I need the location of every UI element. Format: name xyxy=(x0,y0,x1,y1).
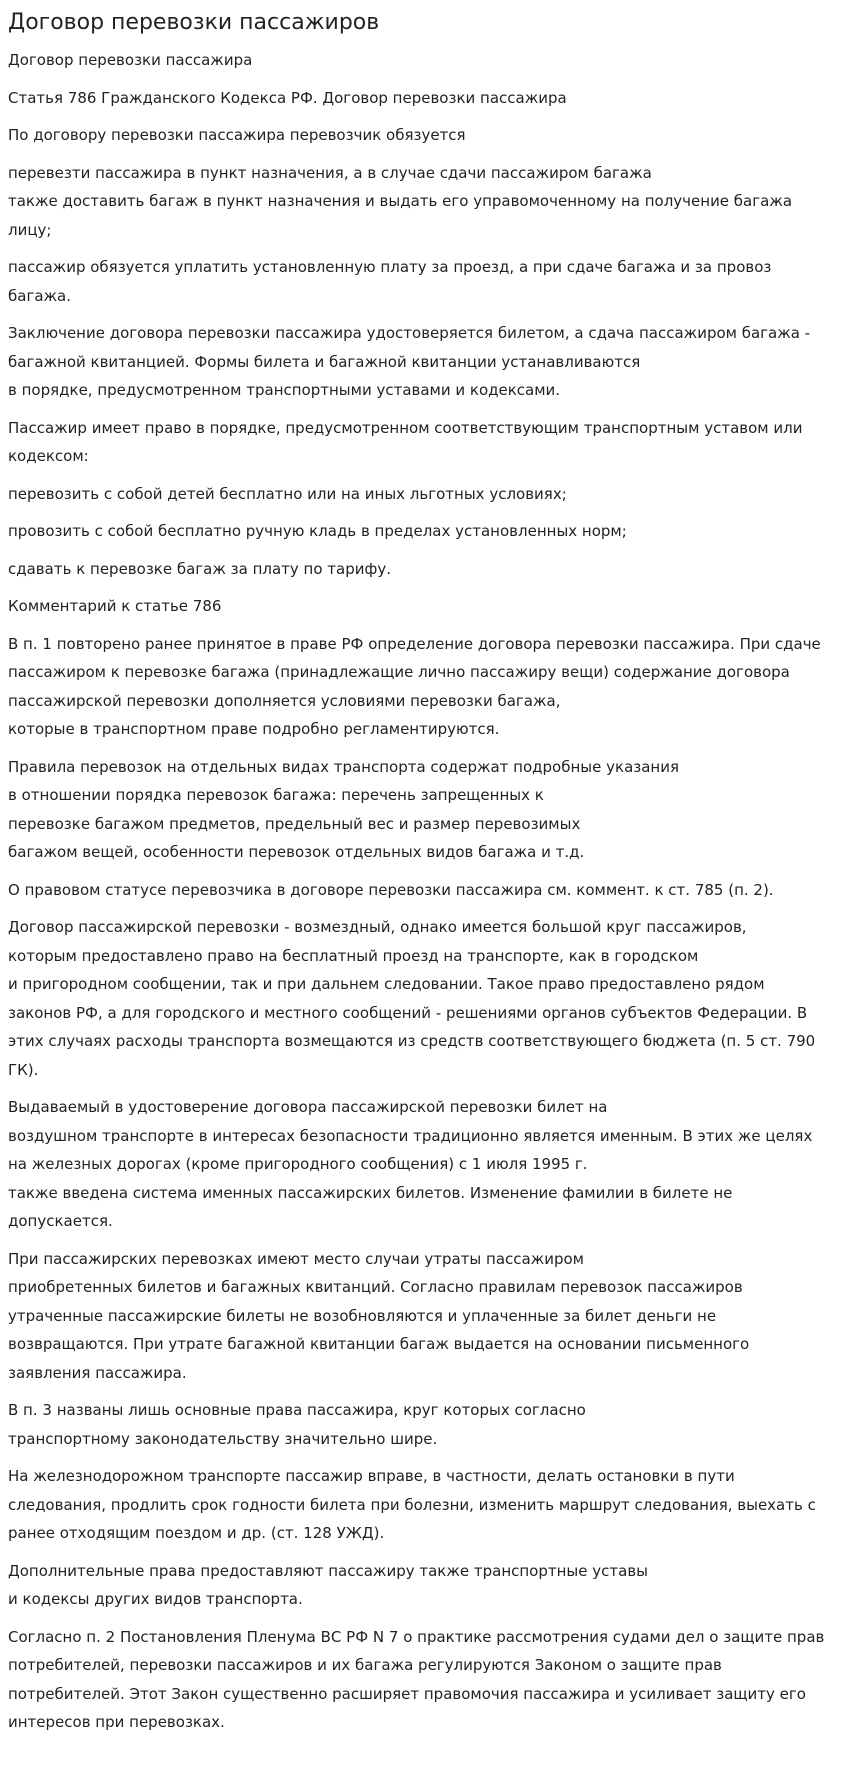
document-paragraph: При пассажирских перевозках имеют место случаи утраты пассажиром приобретенных билетов и багажных квитанций. Согласно правилам перевозок пассажиров утраченные пассажирские билеты не возобновляются и уплаченные за билет деньги не возвращаются. При утрате багажной квитанции багаж выдается на основании письменного заявления пассажира. xyxy=(8,1249,750,1382)
document-paragraph: Статья 786 Гражданского Кодекса РФ. Договор перевозки пассажира xyxy=(8,88,567,107)
document-paragraph: По договору перевозки пассажира перевозчик обязуется xyxy=(8,126,466,144)
document-paragraph: В п. 1 повторено ранее принятое в праве РФ определение договора перевозки пассажира. При сдаче пассажиром к перевозке багажа (принадлежащие лично пассажиру вещи) содержание договора пассажирской перевозки дополняется условиями перевозки багажа, которые в транспортном праве подробно регламентируются. xyxy=(8,634,821,738)
document-paragraph: Выдаваемый в удостоверение договора пассажирской перевозки билет на воздушном транспорте в интересах безопасности традиционно является именным. В этих же целях на железных дорогах (кроме пригородного сообщения) с 1 июля 1995 г. также введена система именных пассажирских билетов. Изменение фамилии в билете не допускается. xyxy=(8,1098,813,1230)
document-paragraph: пассажир обязуется уплатить установленную плату за проезд, а при сдаче багажа и за провоз багажа. xyxy=(8,258,772,305)
document-paragraph: провозить с собой бесплатно ручную кладь в пределах установленных норм; xyxy=(8,522,627,540)
document-paragraph: Правила перевозок на отдельных видах транспорта содержат подробные указания в отношении порядка перевозок багажа: перечень запрещенных к перевозке багажом предметов, предельный вес и размер перевозимых багажом вещей, особенности перевозок отдельных видов багажа и т.д. xyxy=(8,757,680,861)
document-paragraph: Согласно п. 2 Постановления Пленума ВС РФ N 7 о практике рассмотрения судами дел о защите прав потребителей, перевозки пассажиров и их багажа регулируются Законом о защите прав потребителей. Этот Закон существенно расширяет правомочия пассажира и усиливает защиту его интересов при перевозках. xyxy=(8,1627,825,1731)
document-paragraph: Комментарий к статье 786 xyxy=(8,597,222,615)
document-paragraph: В п. 3 названы лишь основные права пассажира, круг которых согласно транспортному законодательству значительно шире. xyxy=(8,1401,586,1448)
document-paragraph: Договор перевозки пассажира xyxy=(8,51,253,69)
document-paragraph: О правовом статусе перевозчика в договоре перевозки пассажира см. коммент. к ст. 785 (п. 2). xyxy=(8,880,774,899)
document-paragraph: перевозить с собой детей бесплатно или на иных льготных условиях; xyxy=(8,484,567,503)
document-paragraph: Заключение договора перевозки пассажира удостоверяется билетом, а сдача пассажиром багажа - багажной квитанцией. Формы билета и багажной квитанции устанавливаются в порядке, предусмотренном транспортными уставами и кодексами. xyxy=(8,324,811,399)
document-paragraph: На железнодорожном транспорте пассажир вправе, в частности, делать остановки в пути следования, продлить срок годности билета при болезни, изменить маршрут следования, выехать с ранее отходящим поездом и др. (ст. 128 УЖД). xyxy=(8,1467,816,1542)
page-title: Договор перевозки пассажиров xyxy=(8,10,380,35)
document-paragraph: Дополнительные права предоставляют пассажиру также транспортные уставы и кодексы других видов транспорта. xyxy=(8,1561,648,1608)
document-paragraph: сдавать к перевозке багаж за плату по тарифу. xyxy=(8,559,391,578)
document-paragraph: Договор пассажирской перевозки - возмездный, однако имеется большой круг пассажиров, которым предоставлено право на бесплатный проезд на транспорте, как в городском и пригородном сообщении, так и при дальнем следовании. Такое право предоставлено рядом законов РФ, а для городского и местного сообщений - решениями органов субъектов Федерации. В этих случаях расходы транспорта возмещаются из средств соответствующего бюджета (п. 5 ст. 790 ГК). xyxy=(8,918,816,1079)
document-paragraph: Пассажир имеет право в порядке, предусмотренном соответствующим транспортным уставом или кодексом: xyxy=(8,418,803,465)
document-body xyxy=(8,46,831,1737)
document-paragraph: перевезти пассажира в пункт назначения, а в случае сдачи пассажиром багажа также доставить багаж в пункт назначения и выдать его управомоченному на получение багажа лицу; xyxy=(8,163,793,239)
